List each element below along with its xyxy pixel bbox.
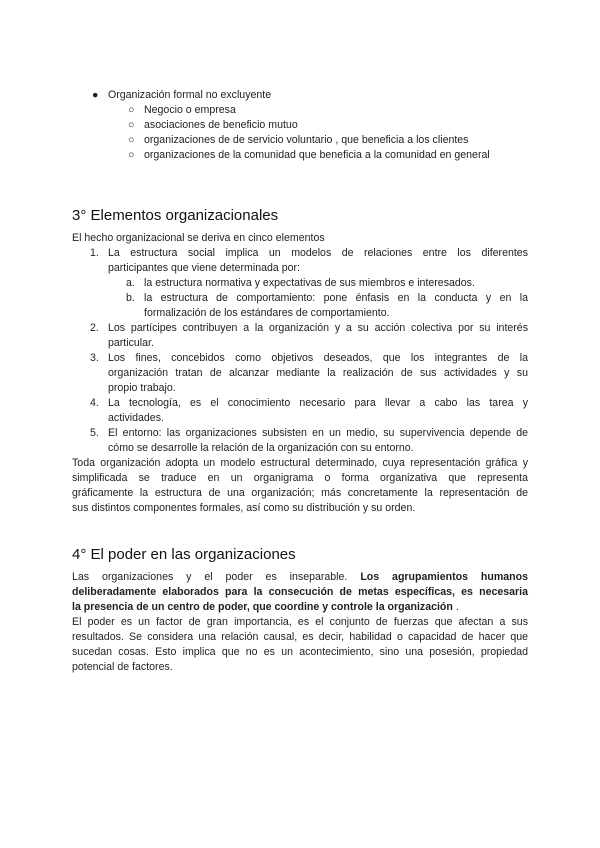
list-item-line: Los fines, concebidos como objetivos deseados, que los integrantes de la: [108, 352, 528, 364]
sub-bullet-glyph: ○: [128, 134, 135, 146]
bold-text: la presencia de un centro de poder, que coordine y controle la organización: [72, 601, 453, 613]
list-item-line: propio trabajo.: [108, 382, 176, 394]
list-item-line: actividades.: [108, 412, 164, 424]
paragraph-line: Toda organización adopta un modelo estructural determinado, cuya representación gráfica y: [72, 457, 528, 469]
sub-bullet-glyph: ○: [128, 149, 135, 161]
sub-bullet-item: Negocio o empresa: [144, 104, 236, 116]
sub-bullet-item: organizaciones de la comunidad que beneficia a la comunidad en general: [144, 149, 490, 161]
paragraph-line: [72, 585, 528, 600]
sub-bullet-item: asociaciones de beneficio mutuo: [144, 119, 298, 131]
plain-text: Las organizaciones y el poder es inseparable.: [72, 571, 348, 583]
paragraph-line: sucedan cosas. Esto implica que no es un acontecimiento, sino una posesión, propiedad: [72, 646, 528, 658]
paragraph-line: potencial de factores.: [72, 661, 173, 673]
bullet-main: Organización formal no excluyente: [108, 89, 272, 101]
list-item-line: organización tratan de alcanzar mediante la realización de sus actividades y su: [108, 367, 528, 379]
sub-bullet-item: organizaciones de de servicio voluntario , que beneficia a los clientes: [144, 134, 469, 146]
bold-text: deliberadamente elaborados para la consecución de metas específicas, es necesaria: [72, 586, 528, 598]
sublist-item-line: la estructura de comportamiento: pone énfasis en la conducta y en la: [144, 292, 528, 304]
paragraph-line: simplificada se traduce en un organigrama o forma organizativa que representa: [72, 472, 528, 484]
paragraph-line: El poder es un factor de gran importancia, es el conjunto de fuerzas que afectan a sus: [72, 616, 528, 628]
list-item-line: El entorno: las organizaciones subsisten en un medio, su supervivencia depende de: [108, 427, 528, 439]
paragraph-line: gráficamente la estructura de una organización; más concretamente la representación de: [72, 487, 528, 499]
section-3-intro: El hecho organizacional se deriva en cinco elementos: [72, 232, 325, 244]
paragraph-line: [72, 570, 528, 585]
list-item-line: La estructura social implica un modelos de relaciones entre los diferentes: [108, 247, 528, 259]
plain-text: .: [455, 601, 459, 613]
list-item-line: cómo se desarrolle la relación de la organización con su entorno.: [108, 442, 414, 454]
sublist-marker: a.: [126, 277, 135, 289]
sublist-item-line: formalización de los estándares de comportamiento.: [144, 307, 390, 319]
section-3-heading: 3° Elementos organizacionales: [72, 207, 279, 224]
list-item-line: Los partícipes contribuyen a la organización y a su acción colectiva por su interés: [108, 322, 528, 334]
paragraph-line: sus distintos componentes formales, así como su distribución y su orden.: [72, 502, 416, 514]
bold-text: Los agrupamientos humanos: [360, 571, 529, 583]
sub-bullet-glyph: ○: [128, 119, 135, 131]
list-marker: 5.: [90, 427, 99, 439]
bullet-glyph: ●: [92, 89, 99, 101]
section-4-heading: 4° El poder en las organizaciones: [72, 546, 296, 563]
paragraph-line: [72, 600, 459, 615]
sub-bullet-glyph: ○: [128, 104, 135, 116]
list-marker: 3.: [90, 352, 99, 364]
list-marker: 1.: [90, 247, 99, 259]
list-item-line: La tecnología, es el conocimiento necesario para llevar a cabo las tarea y: [108, 397, 528, 409]
list-item-line: participantes que viene determinada por:: [108, 262, 300, 274]
sublist-item-line: la estructura normativa y expectativas de sus miembros e interesados.: [144, 277, 475, 289]
sublist-marker: b.: [126, 292, 135, 304]
list-marker: 2.: [90, 322, 99, 334]
paragraph-line: resultados. Se considera una relación causal, es decir, habilidad o capacidad de hacer que: [72, 631, 528, 643]
list-marker: 4.: [90, 397, 99, 409]
list-item-line: particular.: [108, 337, 154, 349]
